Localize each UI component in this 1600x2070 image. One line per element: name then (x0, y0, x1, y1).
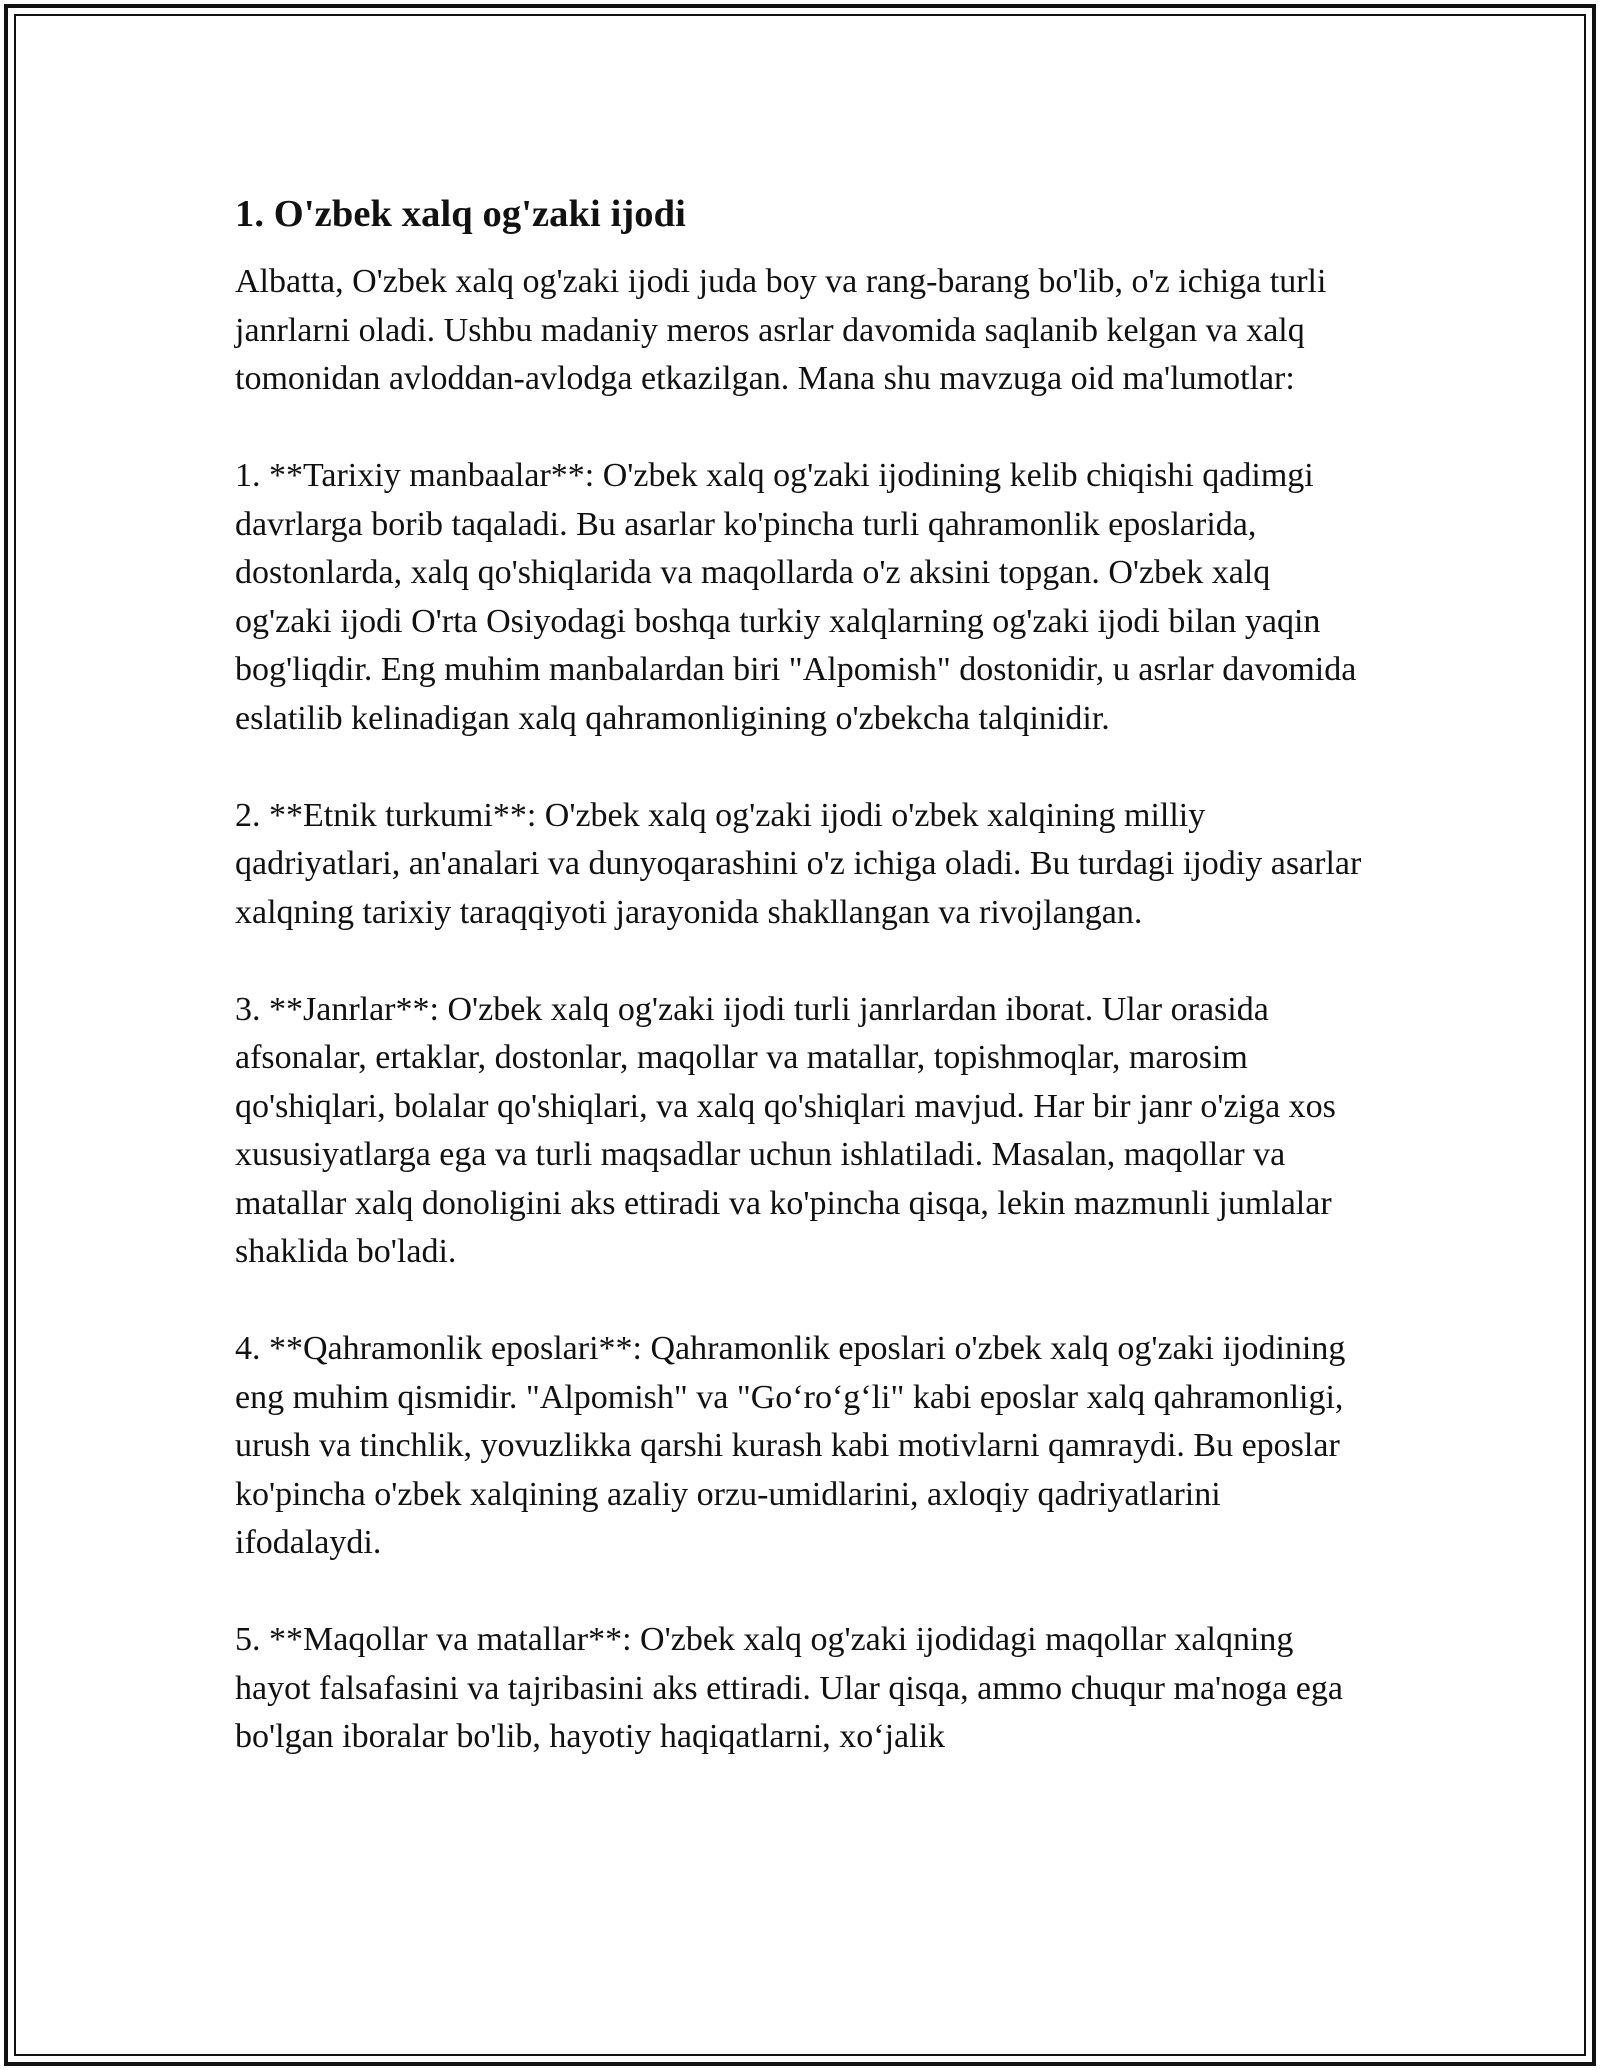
section-maqollar-va-matallar: 5. **Maqollar va matallar**: O'zbek xalq og'zaki ijodidagi maqollar xalqning hayot falsafasini va tajribasini aks ettiradi. Ular qisqa, ammo chuqur ma'noga ega bo'lgan iboralar bo'lib, hayotiy haqiqatlarni, xo‘jalik (235, 1621, 1343, 1755)
section-tarixiy-manbaalar: 1. **Tarixiy manbaalar**: O'zbek xalq og'zaki ijodining kelib chiqishi qadimgi davrlarga borib taqaladi. Bu asarlar ko'pincha turli qahramonlik eposlarida, dostonlarda, xalq qo'shiqlarida va maqollarda o'z aksini topgan. O'zbek xalq og'zaki ijodi O'rta Osiyodagi boshqa turkiy xalqlarning og'zaki ijodi bilan yaqin bog'liqdir. Eng muhim manbalardan biri "Alpomish" dostonidir, u asrlar davomida eslatilib kelinadigan xalq qahramonligining o'zbekcha talqinidir. (235, 457, 1357, 737)
intro-paragraph: Albatta, O'zbek xalq og'zaki ijodi juda boy va rang-barang bo'lib, o'z ichiga turli janrlarni oladi. Ushbu madaniy meros asrlar davomida saqlanib kelgan va xalq tomonidan avloddan-avlodga etkazilgan. Mana shu mavzuga oid ma'lumotlar: (235, 263, 1327, 397)
section-etnik-turkumi: 2. **Etnik turkumi**: O'zbek xalq og'zaki ijodi o'zbek xalqining milliy qadriyatlari, an'analari va dunyoqarashini o'z ichiga oladi. Bu turdagi ijodiy asarlar xalqning tarixiy taraqqiyoti jarayonida shakllangan va rivojlangan. (235, 796, 1362, 931)
document-title: 1. O'zbek xalq og'zaki ijodi (235, 193, 686, 235)
section-janrlar: 3. **Janrlar**: O'zbek xalq og'zaki ijodi turli janrlardan iborat. Ular orasida afsonalar, ertaklar, dostonlar, maqollar va matallar, topishmoqlar, marosim qo'shiqlari, bolalar qo'shiqlari, va xalq qo'shiqlari mavjud. Har bir janr o'ziga xos xususiyatlarga ega va turli maqsadlar uchun ishlatiladi. Masalan, maqollar va matallar xalq donoligini aks ettiradi va ko'pincha qisqa, lekin mazmunli jumlalar shaklida bo'ladi. (235, 990, 1336, 1270)
document-body (235, 190, 1375, 1810)
section-qahramonlik-eposlari: 4. **Qahramonlik eposlari**: Qahramonlik eposlari o'zbek xalq og'zaki ijodining eng muhim qismidir. "Alpomish" va "Go‘ro‘g‘li" kabi eposlar xalq qahramonligi, urush va tinchlik, yovuzlikka qarshi kurash kabi motivlarni qamraydi. Bu eposlar ko'pincha o'zbek xalqining azaliy orzu-umidlarini, axloqiy qadriyatlarini ifodalaydi. (235, 1330, 1346, 1561)
